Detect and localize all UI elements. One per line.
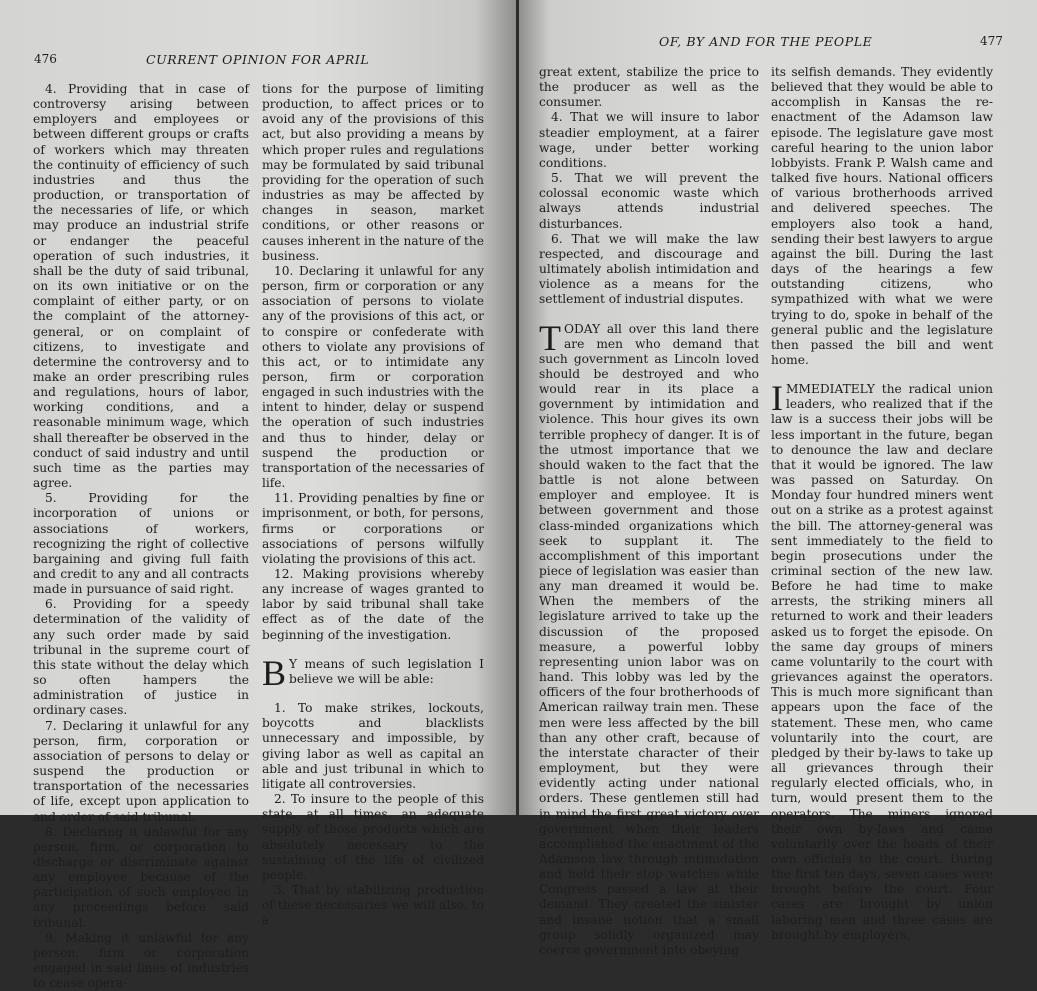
dropcap-paragraph — [539, 317, 759, 959]
left-column-1 — [33, 82, 249, 991]
left-column-2 — [262, 82, 484, 928]
paragraph: 6. That we will make the law respected, and discourage and ultimately abolish intimidation and violence as a means for the settlement of industrial disputes. — [539, 231, 759, 307]
paragraph: 7. Declaring it unlawful for any person, firm, corporation or association of persons to delay or suspend the production or transportation of the necessaries of life, except upon application to and order of said tribunal. — [33, 718, 249, 824]
right-page — [519, 0, 1037, 957]
paragraph: 4. Providing that in case of controversy arising between employers and employees or between different groups or crafts of workers which may threaten the continuity of efficiency of such industries and thus the production, or transportation of the necessaries of life, or which may produce an industrial strife or endanger the peaceful operation of such industries, it shall be the duty of said tribunal, on its own initiative or on the complaint of either party, or on the complaint of the attorney-general, or on complaint of citizens, to investigate and determine the controversy and to make an order prescribing rules and regulations, hours of labor, working conditions, and a reasonable minimum wage, which shall thereafter be observed in the conduct of said industry and until such time as the parties may agree. — [33, 82, 249, 491]
right-column-1 — [539, 65, 759, 958]
paragraph: tions for the purpose of limiting production, to affect prices or to avoid any of the provisions of this act, but also providing a means by which proper rules and regulations may be formulated by said tribunal providing for the operation of such industries as may be affected by changes in season, market conditions, or other reasons or causes inherent in the nature of the business. — [262, 82, 484, 263]
drop-cap: B — [262, 652, 287, 693]
dropcap-paragraph — [262, 652, 484, 693]
drop-cap: I — [771, 378, 783, 419]
dropcap-paragraph — [771, 378, 993, 943]
dropcap-text: MMEDIATELY the radical union leaders, who realized that if the law is a success their jobs will be less important in the future, began to denounce the law and declare that it would be ignored. The law was passed on Saturday. On Monday four hundred miners went out on a strike as a protest against the bill. The attorney-general was sent immediately to the field to begin prosecutions under the criminal section of the new law. Before he had time to make arrests, the striking miners all returned to work and their leaders asked us to forget the episode. On the same day groups of miners came voluntarily to the court with grievances against the operators. This is much more significant than appears upon the face of the statement. These men, who came voluntarily into the court, are pledged by their by-laws to take up all grievances through their regularly elected officials, who, in turn, would present them to the operators. The miners ignored their own by-laws and came voluntarily over the heads of their own officials to the court. During the first ten days, seven cases were brought before the court. Four cases are brought by union laboring men and three cases are brought by employers, — [771, 382, 993, 942]
paragraph: 1. To make strikes, lockouts, boycotts and blacklists unnecessary and impossible, by giving labor as well as capital an able and just tribunal in which to litigate all controversies. — [262, 701, 484, 791]
paragraph: 5. That we will prevent the colossal economic waste which always attends industrial disturbances. — [539, 171, 759, 231]
paragraph: 3. That by stabilizing production of these necessaries we will also, to a — [262, 882, 484, 928]
right-column-2 — [771, 65, 993, 943]
paragraph: 2. To insure to the people of this state, at all times, an adequate supply of those products which are absolutely necessary to the sustaining of the life of civilized people. — [262, 792, 484, 882]
paragraph: 5. Providing for the incorporation of unions or associations of workers, recognizing the right of collective bargaining and giving full faith and credit to any and all contracts made in pursuance of said right. — [33, 491, 249, 597]
page-number: 476 — [34, 52, 57, 66]
paragraph: great extent, stabilize the price to the producer as well as the consumer. — [539, 65, 759, 110]
paragraph: 4. That we will insure to labor steadier employment, at a fairer wage, under better working conditions. — [539, 110, 759, 170]
paragraph: 10. Declaring it unlawful for any person, firm or corporation or any association of persons to violate any of the provisions of this act, or to conspire or confederate with others to violate any provisions of this act, or to intimidate any person, firm or corporation engaged in such industries with the intent to hinder, delay or suspend the operation of such industries and thus to hinder, delay or suspend the production or transportation of the necessaries of life. — [262, 263, 484, 491]
page-number: 477 — [980, 34, 1003, 48]
paragraph: 12. Making provisions whereby any increase of wages granted to labor by said tribunal shall take effect as of the date of the beginning of the investigation. — [262, 567, 484, 642]
paragraph: 8. Declaring it unlawful for any person, firm, or corporation to discharge or discriminate against any employee because of the participation of such employee in any proceedings before said tribunal. — [33, 824, 249, 930]
drop-cap: T — [539, 317, 561, 358]
left-page — [0, 0, 516, 991]
running-head: OF, BY AND FOR THE PEOPLE — [659, 34, 873, 49]
dropcap-text: Y means of such legislation I believe we will be able: — [289, 656, 484, 686]
paragraph: 6. Providing for a speedy determination of the validity of any such order made by said tribunal in the supreme court of this state without the delay which so often hampers the administration of justice in ordinary cases. — [33, 597, 249, 718]
paragraph: its selfish demands. They evidently believed that they would be able to accomplish in Kansas the re-enactment of the Adamson law episode. The legislature gave most careful hearing to the union labor lobbyists. Frank P. Walsh came and talked five hours. National officers of various brotherhoods arrived and delivered speeches. The employers also took a hand, sending their best lawyers to argue against the bill. During the last days of the hearings a few outstanding citizens, who sympathized with what we were trying to do, spoke in behalf of the general public and the legislature then passed the bill and went home. — [771, 65, 993, 367]
paragraph: 9. Making it unlawful for any person, firm or corporation engaged in said lines of industries to cease opera- — [33, 930, 249, 991]
dropcap-text: ODAY all over this land there are men who demand that such government as Lincoln loved should be destroyed and who would rear in its place a government by intimidation and violence. This hour gives its own terrible prophecy of danger. It is of the utmost importance that we should waken to the fact that the battle is not alone between employer and employee. It is between government and those class-minded organizations which seek to supplant it. The accomplishment of this important piece of legislation was easier than any man dreamed it would be. When the members of the legislature arrived to take up the discussion of the proposed measure, a powerful lobby representing union labor was on hand. This lobby was led by the officers of the four brotherhoods of American railway train men. These men were less affected by the bill than any other craft, because of the interstate character of their employment, but they were evidently acting under national orders. These gentlemen still had in mind the first great victory over government when their leaders accomplished the enactment of the Adamson law through intimidation and held their stop watches while Congress passed a law at their demand. They created the sinister and insane notion that a small group solidly organized may coerce government into obeying — [539, 321, 759, 957]
running-head: CURRENT OPINION FOR APRIL — [146, 52, 370, 67]
paragraph: 11. Providing penalties by fine or imprisonment, or both, for persons, firms or corporations or associations of persons wilfully violating the provisions of this act. — [262, 491, 484, 566]
